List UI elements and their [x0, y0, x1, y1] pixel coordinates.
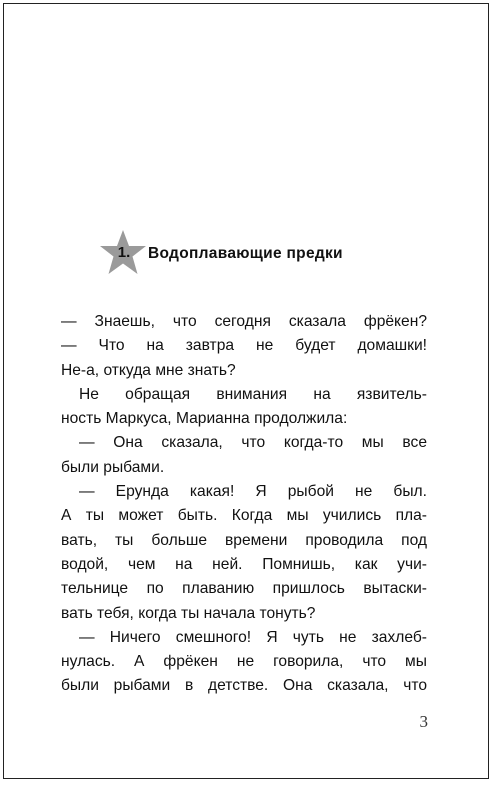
text-line: вать тебя, когда ты начала тонуть?: [61, 604, 316, 622]
text-line: ность Маркуса, Марианна продолжила:: [61, 410, 348, 428]
chapter-number: 1.: [117, 244, 131, 261]
text-line: вать, ты больше времени проводила под: [61, 531, 427, 549]
text-line: нулась. А фрёкен не говорила, что мы: [61, 653, 427, 671]
text-line: были рыбами.: [61, 458, 165, 476]
text-line: А ты может быть. Когда мы учились пла-: [61, 507, 427, 525]
text-line: — Ерунда какая! Я рыбой не был.: [79, 483, 427, 501]
text-line: — Знаешь, что сегодня сказала фрёкен?: [61, 313, 427, 330]
text-line: Не обращая внимания на язвитель-: [79, 385, 427, 403]
page-number: 3: [419, 712, 428, 731]
body-text: [61, 310, 427, 699]
text-line: тельнице по плаванию пришлось вытаски-: [61, 580, 427, 598]
text-line: Не-а, откуда мне знать?: [61, 361, 236, 379]
text-line: — Что на завтра не будет домашки!: [61, 337, 427, 355]
text-line: — Она сказала, что когда-то мы все: [79, 434, 427, 452]
chapter-heading: [98, 228, 398, 278]
chapter-title: Водоплавающие предки: [148, 245, 343, 262]
text-line: водой, чем на ней. Помнишь, как учи-: [61, 555, 427, 573]
text-line: были рыбами в детстве. Она сказала, что: [61, 677, 427, 695]
text-line: — Ничего смешного! Я чуть не захлеб-: [79, 628, 427, 646]
